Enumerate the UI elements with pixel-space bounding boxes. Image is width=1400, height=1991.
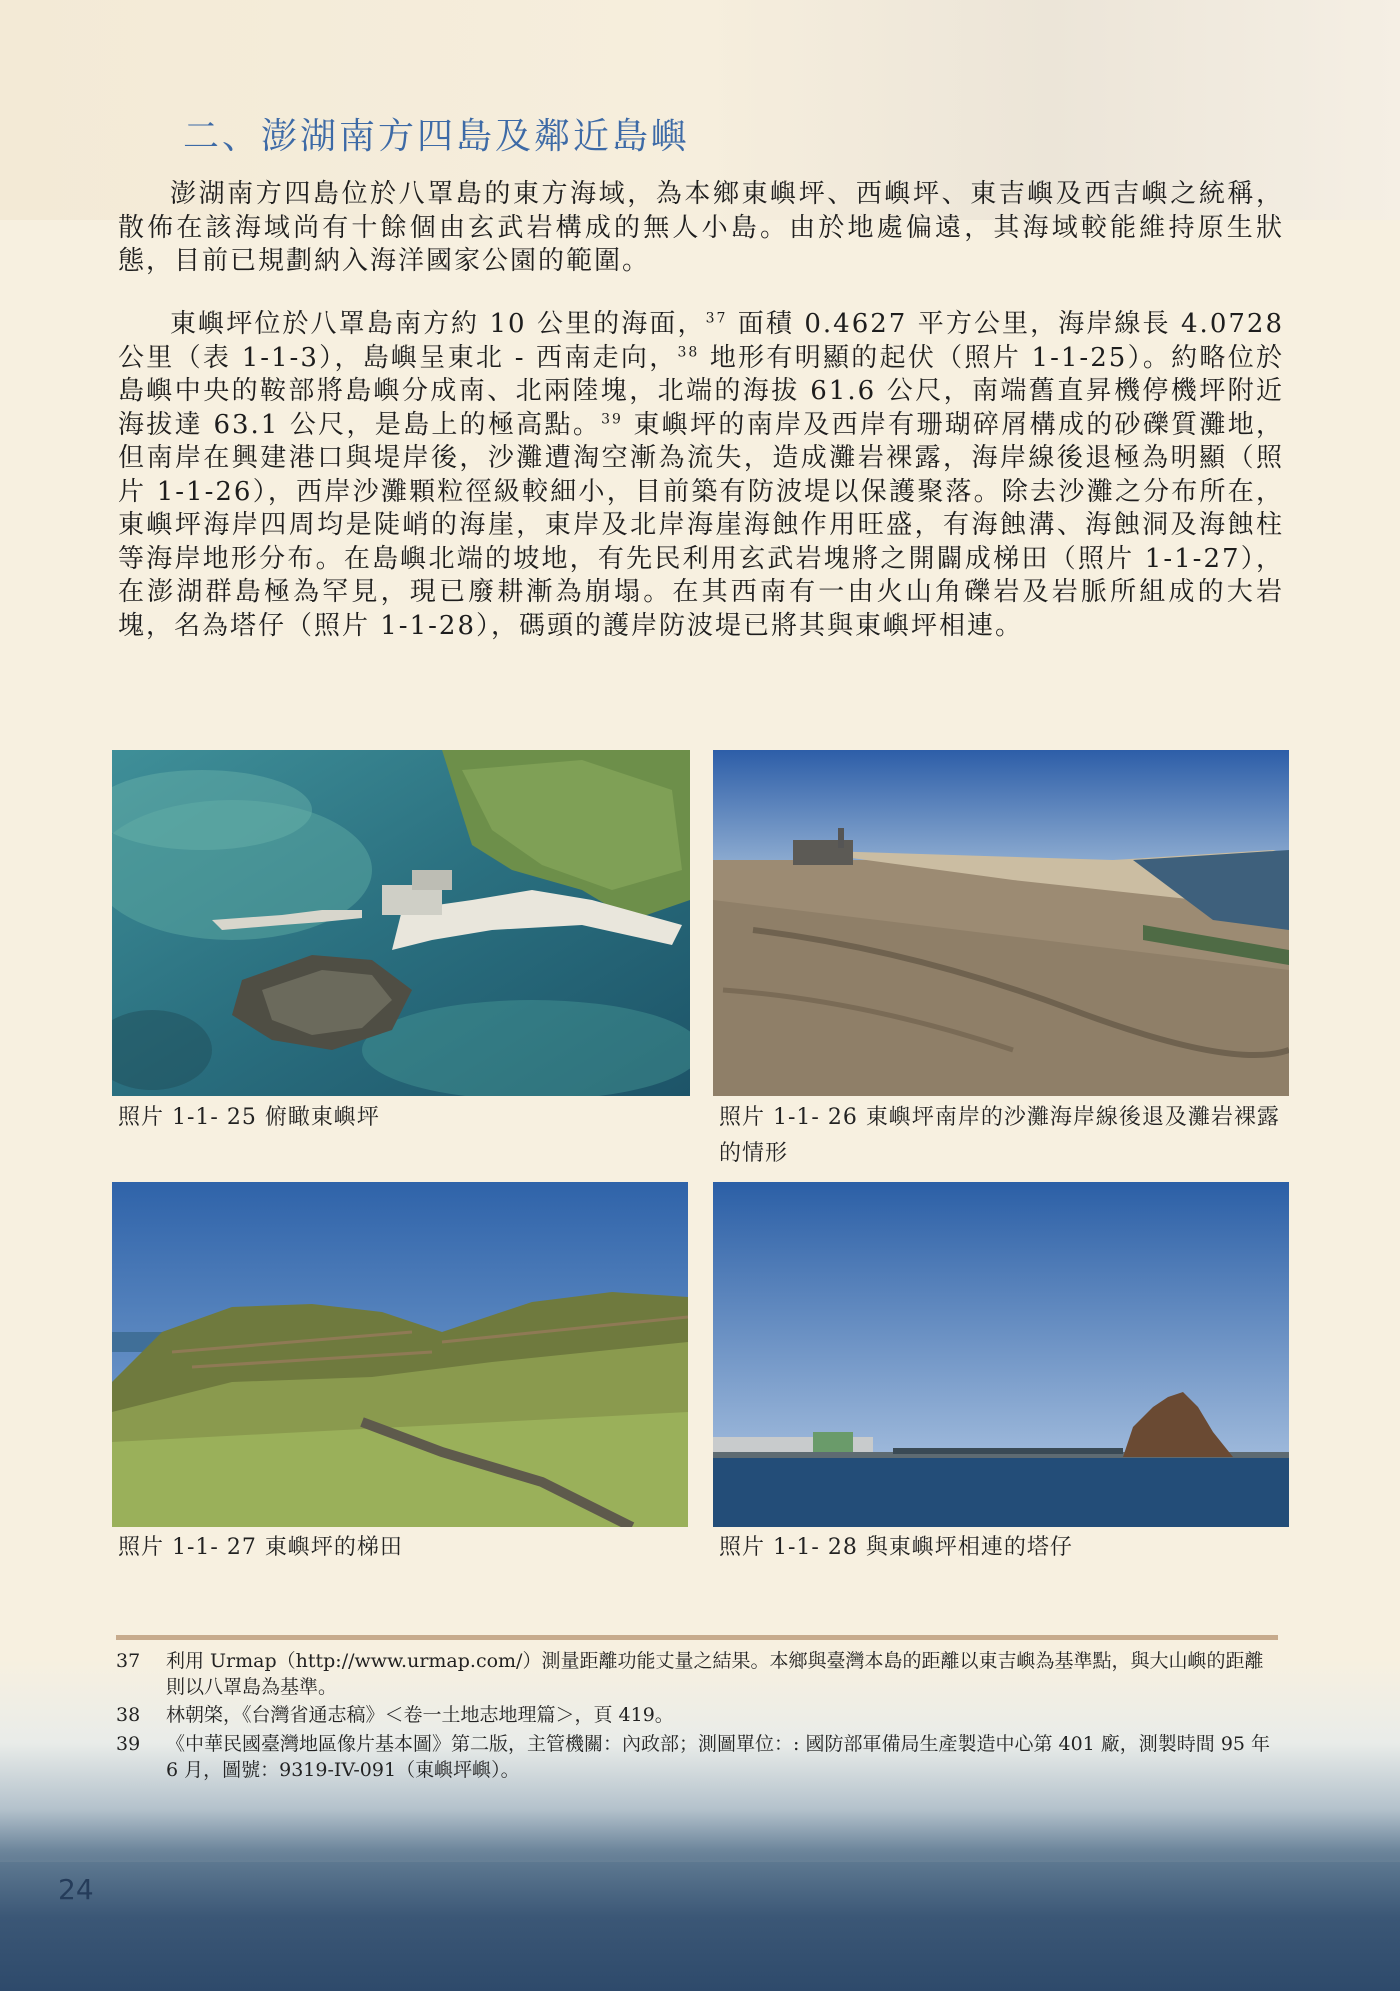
photo-caption-25: 照片 1-1- 25 俯瞰東嶼坪 <box>118 1105 380 1130</box>
photo-aerial-dongyuping <box>112 750 690 1096</box>
section-title: 二、澎湖南方四島及鄰近島嶼 <box>183 116 691 157</box>
footnote-number: 39 <box>116 1733 141 1755</box>
horizon-line <box>0 1850 1400 1862</box>
footnote-number: 37 <box>116 1650 141 1672</box>
paragraph-text: 東嶼坪的南岸及西岸有珊瑚碎屑構成的砂礫質灘地，但南岸在興建港口與堤岸後，沙灘遭淘空漸為流失，造成灘岩裸露，海岸線後退極為明顯（照片 1-1-26），西岸沙灘顆粒徑級較細小，目前築有防波堤以保護聚落。除去沙灘之分布所在，東嶼坪海岸四周均是陡峭的海崖，東岸及北岸海崖海蝕作用旺盛，有海蝕溝、海蝕洞及海蝕柱等海岸地形分布。在島嶼北端的坡地，有先民利用玄武岩塊將之開闢成梯田（照片 1-1-27），在澎湖群島極為罕見，現已廢耕漸為崩塌。在其西南有一由火山角礫岩及岩脈所組成的大岩塊，名為塔仔（照片 1-1-28），碼頭的護岸防波堤已將其與東嶼坪相連。 <box>118 409 1285 641</box>
footnote-ref-39[interactable]: 39 <box>601 410 623 427</box>
paragraph-dongyuping <box>118 308 1284 643</box>
footnote-ref-38[interactable]: 38 <box>677 343 700 360</box>
paragraph-text: 面積 0.4627 平方公里，海岸線長 4.0728 公里（表 1-1-3），島嶼呈東北 - 西南走向， <box>118 309 1284 373</box>
footnote-text: 利用 Urmap（http://www.urmap.com/）測量距離功能丈量之結果。本鄉與臺灣本島的距離以東吉嶼為基準點，與大山嶼的距離則以八罩島為基準。 <box>166 1650 1264 1698</box>
footnote-text: 林朝棨，《台灣省通志稿》＜卷一土地志地理篇＞，頁 419。 <box>166 1704 674 1726</box>
footnote-ref-37[interactable]: 37 <box>705 310 728 327</box>
paragraph-text: 地形有明顯的起伏（照片 1-1-25）。約略位於島嶼中央的鞍部將島嶼分成南、北兩陸塊，北端的海拔 61.6 公尺，南端舊直昇機停機坪附近海拔達 63.1 公尺，是島上的極高點。 <box>118 342 1284 440</box>
paragraph-text: 東嶼坪位於八罩島南方約 10 公里的海面， <box>170 309 706 339</box>
photo-caption-26: 照片 1-1- 26 東嶼坪南岸的沙灘海岸線後退及灘岩裸露的情形 <box>719 1105 1280 1166</box>
footnote-divider <box>116 1635 1278 1640</box>
footnote-number: 38 <box>116 1704 141 1726</box>
photo-caption-28: 照片 1-1- 28 與東嶼坪相連的塔仔 <box>719 1535 1073 1560</box>
photo-south-beach <box>713 750 1289 1096</box>
photo-tazai-rock <box>713 1182 1289 1527</box>
photo-terraces <box>112 1182 688 1527</box>
photo-caption-27: 照片 1-1- 27 東嶼坪的梯田 <box>118 1535 403 1560</box>
footnote-text: 《中華民國臺灣地區像片基本圖》第二版，主管機關：內政部；測圖單位：: 國防部軍備局生產製造中心第 401 廠，測製時間 95 年 6 月，圖號：9319-IV-091（東嶼坪嶼）。 <box>166 1733 1271 1781</box>
footnote-39 <box>116 1731 1276 1783</box>
footnote-37 <box>116 1648 1276 1700</box>
paragraph-intro: 澎湖南方四島位於八罩島的東方海域，為本鄉東嶼坪、西嶼坪、東吉嶼及西吉嶼之統稱，散佈在該海域尚有十餘個由玄武岩構成的無人小島。由於地處偏遠，其海域較能維持原生狀態，目前已規劃納入海洋國家公園的範圍。 <box>118 179 1284 276</box>
footnote-38 <box>116 1702 1276 1728</box>
page-number: 24 <box>58 1873 94 1906</box>
